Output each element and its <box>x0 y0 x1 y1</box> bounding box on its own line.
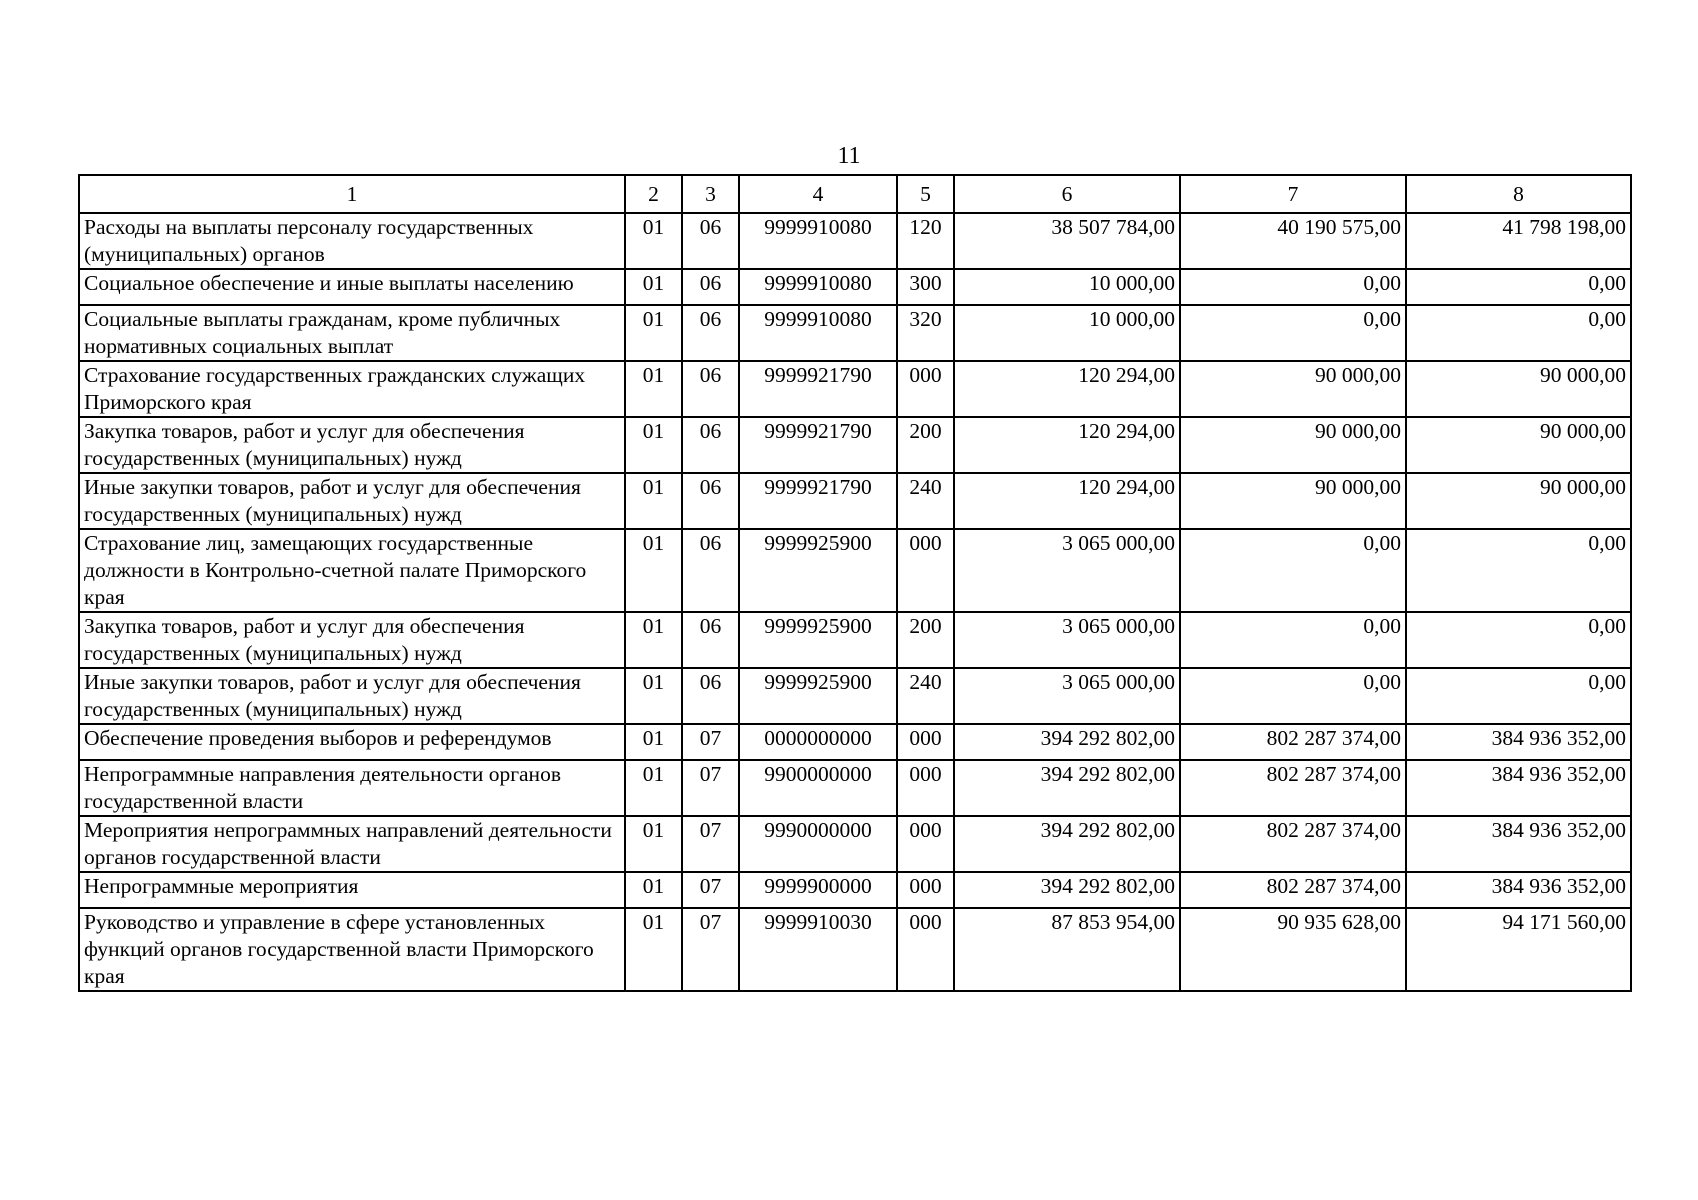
column-header: 8 <box>1406 175 1631 213</box>
column-header: 4 <box>739 175 897 213</box>
section-code: 01 <box>625 816 682 872</box>
row-name: Руководство и управление в сфере установленных функций органов государственной власти Приморского края <box>79 908 625 991</box>
section-code: 01 <box>625 668 682 724</box>
expense-type-code: 000 <box>897 816 954 872</box>
section-code: 01 <box>625 269 682 305</box>
header-row <box>79 175 1631 213</box>
amount-col8: 384 936 352,00 <box>1406 872 1631 908</box>
subsection-code: 07 <box>682 872 739 908</box>
target-article-code: 9999910080 <box>739 269 897 305</box>
amount-col7: 0,00 <box>1180 269 1406 305</box>
section-code: 01 <box>625 760 682 816</box>
amount-col7: 802 287 374,00 <box>1180 760 1406 816</box>
amount-col6: 3 065 000,00 <box>954 529 1180 612</box>
table-row <box>79 361 1631 417</box>
column-header: 6 <box>954 175 1180 213</box>
row-name: Непрограммные направления деятельности органов государственной власти <box>79 760 625 816</box>
row-name: Расходы на выплаты персоналу государственных (муниципальных) органов <box>79 213 625 269</box>
amount-col6: 3 065 000,00 <box>954 612 1180 668</box>
target-article-code: 9999910030 <box>739 908 897 991</box>
expense-type-code: 000 <box>897 872 954 908</box>
section-code: 01 <box>625 417 682 473</box>
subsection-code: 06 <box>682 269 739 305</box>
table-row <box>79 612 1631 668</box>
amount-col7: 90 000,00 <box>1180 361 1406 417</box>
section-code: 01 <box>625 213 682 269</box>
subsection-code: 06 <box>682 417 739 473</box>
table-row <box>79 724 1631 760</box>
expense-type-code: 000 <box>897 908 954 991</box>
amount-col8: 384 936 352,00 <box>1406 760 1631 816</box>
target-article-code: 9999910080 <box>739 213 897 269</box>
amount-col7: 40 190 575,00 <box>1180 213 1406 269</box>
row-name: Социальное обеспечение и иные выплаты населению <box>79 269 625 305</box>
target-article-code: 9999921790 <box>739 473 897 529</box>
subsection-code: 06 <box>682 213 739 269</box>
row-name: Закупка товаров, работ и услуг для обеспечения государственных (муниципальных) нужд <box>79 417 625 473</box>
table-row <box>79 269 1631 305</box>
amount-col8: 0,00 <box>1406 529 1631 612</box>
row-name: Обеспечение проведения выборов и референдумов <box>79 724 625 760</box>
column-header: 1 <box>79 175 625 213</box>
target-article-code: 9990000000 <box>739 816 897 872</box>
subsection-code: 07 <box>682 908 739 991</box>
subsection-code: 06 <box>682 612 739 668</box>
table-row <box>79 908 1631 991</box>
column-header: 5 <box>897 175 954 213</box>
target-article-code: 9999925900 <box>739 668 897 724</box>
table-row <box>79 816 1631 872</box>
amount-col7: 0,00 <box>1180 612 1406 668</box>
subsection-code: 07 <box>682 816 739 872</box>
section-code: 01 <box>625 724 682 760</box>
expense-type-code: 200 <box>897 417 954 473</box>
subsection-code: 06 <box>682 361 739 417</box>
expense-type-code: 000 <box>897 724 954 760</box>
amount-col8: 0,00 <box>1406 305 1631 361</box>
expense-type-code: 000 <box>897 760 954 816</box>
amount-col6: 394 292 802,00 <box>954 816 1180 872</box>
table-row <box>79 305 1631 361</box>
amount-col6: 10 000,00 <box>954 305 1180 361</box>
section-code: 01 <box>625 872 682 908</box>
subsection-code: 06 <box>682 305 739 361</box>
amount-col8: 384 936 352,00 <box>1406 724 1631 760</box>
amount-col7: 90 935 628,00 <box>1180 908 1406 991</box>
expense-type-code: 300 <box>897 269 954 305</box>
section-code: 01 <box>625 305 682 361</box>
subsection-code: 07 <box>682 724 739 760</box>
expense-type-code: 120 <box>897 213 954 269</box>
row-name: Социальные выплаты гражданам, кроме публичных нормативных социальных выплат <box>79 305 625 361</box>
amount-col6: 38 507 784,00 <box>954 213 1180 269</box>
row-name: Иные закупки товаров, работ и услуг для обеспечения государственных (муниципальных) нужд <box>79 668 625 724</box>
row-name: Мероприятия непрограммных направлений деятельности органов государственной власти <box>79 816 625 872</box>
amount-col6: 394 292 802,00 <box>954 760 1180 816</box>
subsection-code: 07 <box>682 760 739 816</box>
table-row <box>79 760 1631 816</box>
row-name: Страхование лиц, замещающих государственные должности в Контрольно-счетной палате Приморского края <box>79 529 625 612</box>
amount-col6: 3 065 000,00 <box>954 668 1180 724</box>
target-article-code: 0000000000 <box>739 724 897 760</box>
amount-col7: 90 000,00 <box>1180 417 1406 473</box>
amount-col7: 802 287 374,00 <box>1180 816 1406 872</box>
expense-type-code: 320 <box>897 305 954 361</box>
section-code: 01 <box>625 361 682 417</box>
amount-col8: 94 171 560,00 <box>1406 908 1631 991</box>
amount-col8: 0,00 <box>1406 668 1631 724</box>
table-row <box>79 668 1631 724</box>
section-code: 01 <box>625 529 682 612</box>
section-code: 01 <box>625 612 682 668</box>
row-name: Закупка товаров, работ и услуг для обеспечения государственных (муниципальных) нужд <box>79 612 625 668</box>
column-header: 7 <box>1180 175 1406 213</box>
amount-col8: 0,00 <box>1406 612 1631 668</box>
amount-col8: 0,00 <box>1406 269 1631 305</box>
amount-col6: 120 294,00 <box>954 417 1180 473</box>
table-row <box>79 473 1631 529</box>
table-row <box>79 417 1631 473</box>
amount-col7: 0,00 <box>1180 305 1406 361</box>
amount-col8: 41 798 198,00 <box>1406 213 1631 269</box>
amount-col8: 90 000,00 <box>1406 361 1631 417</box>
amount-col6: 394 292 802,00 <box>954 872 1180 908</box>
table-row <box>79 529 1631 612</box>
amount-col7: 90 000,00 <box>1180 473 1406 529</box>
expense-type-code: 000 <box>897 361 954 417</box>
amount-col6: 394 292 802,00 <box>954 724 1180 760</box>
expense-type-code: 240 <box>897 473 954 529</box>
row-name: Непрограммные мероприятия <box>79 872 625 908</box>
subsection-code: 06 <box>682 529 739 612</box>
table-row <box>79 872 1631 908</box>
target-article-code: 9999900000 <box>739 872 897 908</box>
amount-col7: 0,00 <box>1180 668 1406 724</box>
column-header: 2 <box>625 175 682 213</box>
amount-col7: 802 287 374,00 <box>1180 872 1406 908</box>
expense-type-code: 200 <box>897 612 954 668</box>
subsection-code: 06 <box>682 473 739 529</box>
expense-type-code: 240 <box>897 668 954 724</box>
amount-col8: 90 000,00 <box>1406 473 1631 529</box>
target-article-code: 9999925900 <box>739 612 897 668</box>
expense-type-code: 000 <box>897 529 954 612</box>
target-article-code: 9900000000 <box>739 760 897 816</box>
target-article-code: 9999925900 <box>739 529 897 612</box>
target-article-code: 9999910080 <box>739 305 897 361</box>
amount-col8: 384 936 352,00 <box>1406 816 1631 872</box>
row-name: Страхование государственных гражданских служащих Приморского края <box>79 361 625 417</box>
amount-col6: 120 294,00 <box>954 361 1180 417</box>
page-number: 11 <box>837 143 861 169</box>
column-header: 3 <box>682 175 739 213</box>
subsection-code: 06 <box>682 668 739 724</box>
amount-col7: 802 287 374,00 <box>1180 724 1406 760</box>
amount-col8: 90 000,00 <box>1406 417 1631 473</box>
target-article-code: 9999921790 <box>739 361 897 417</box>
amount-col6: 87 853 954,00 <box>954 908 1180 991</box>
table-row <box>79 213 1631 269</box>
amount-col6: 10 000,00 <box>954 269 1180 305</box>
amount-col6: 120 294,00 <box>954 473 1180 529</box>
section-code: 01 <box>625 473 682 529</box>
section-code: 01 <box>625 908 682 991</box>
amount-col7: 0,00 <box>1180 529 1406 612</box>
budget-table <box>78 174 1632 992</box>
target-article-code: 9999921790 <box>739 417 897 473</box>
row-name: Иные закупки товаров, работ и услуг для обеспечения государственных (муниципальных) нужд <box>79 473 625 529</box>
